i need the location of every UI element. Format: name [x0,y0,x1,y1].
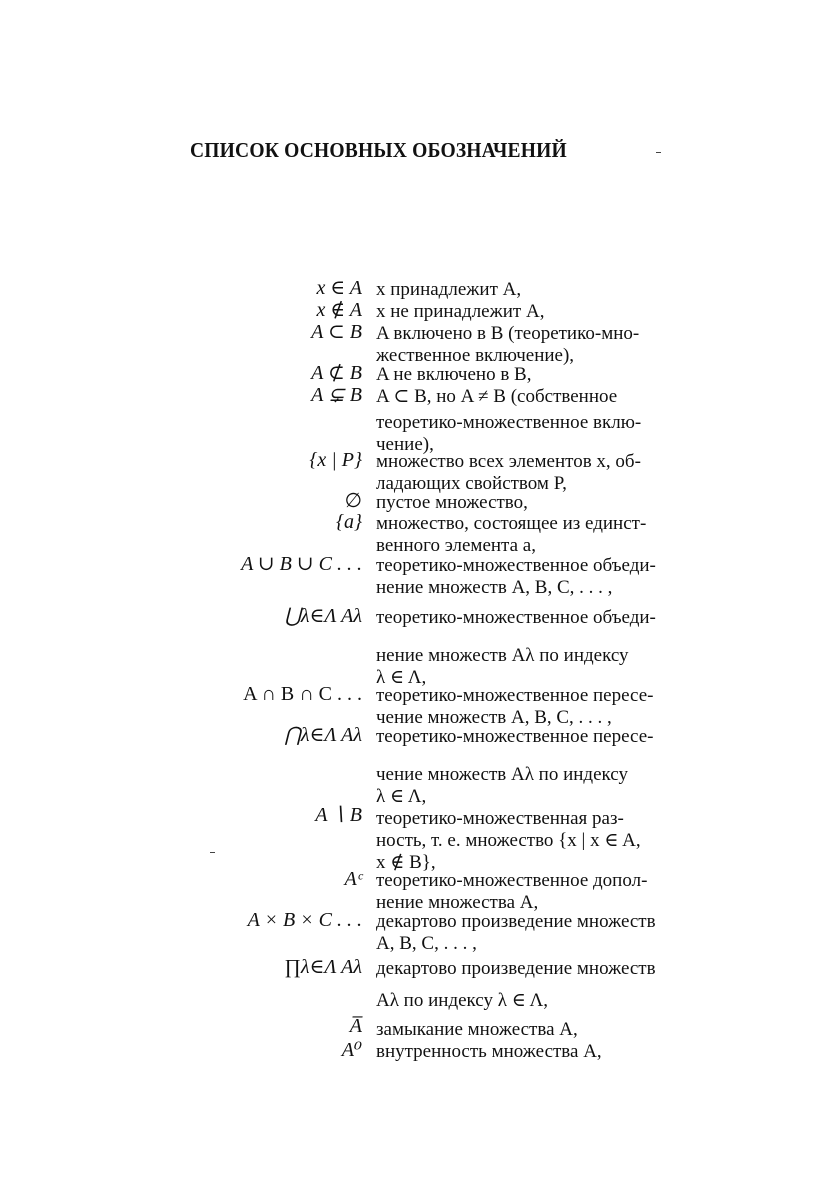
notation-description [376,386,696,456]
description-line: декартово произведение множеств [376,958,656,979]
notation-symbol: {a} [336,511,362,533]
description-line: ность, т. е. множество {x | x ∈ A, [376,830,641,851]
notation-description [376,451,696,495]
description-line: Aλ по индексу λ ∈ Λ, [376,990,548,1011]
notation-symbol: A × B × C . . . [247,909,362,931]
description-line: λ ∈ Λ, [376,786,427,807]
description-line: теоретико-множественное объеди- [376,555,656,576]
description-line: нение множеств Aλ по индексу [376,645,629,666]
description-line: теоретико-множественное пересе- [376,685,654,706]
description-line: ладающих свойством P, [376,473,567,494]
notation-symbol: A⁰ [341,1039,362,1061]
description-line: декартово произведение множеств [376,911,656,932]
notation-description [376,323,696,367]
notation-symbol: A ⊂ B [311,321,362,343]
description-line: A ⊂ B, но A ≠ B (собственное [376,386,618,407]
notation-description [376,911,696,955]
notation-symbol: x ∉ A [316,299,362,321]
description-line: A не включено в B, [376,364,532,385]
description-line: жественное включение), [376,345,575,366]
notation-description [376,364,696,386]
description-line: теоретико-множественное пересе- [376,726,654,747]
notation-symbol: ∏λ∈Λ Aλ [284,956,362,978]
description-line: x ∉ B}, [376,852,436,873]
scan-speck [656,152,661,153]
description-line: x принадлежит A, [376,279,522,300]
notation-symbol: ⋃λ∈Λ Aλ [284,605,362,627]
description-line: A включено в B (теоретико-мно- [376,323,640,344]
description-line: λ ∈ Λ, [376,667,427,688]
notation-description [376,301,696,323]
notation-description [376,607,696,689]
description-line: венного элемента a, [376,535,536,556]
page-title: СПИСОК ОСНОВНЫХ ОБОЗНАЧЕНИЙ [190,138,567,162]
notation-symbol: A ∩ B ∩ C . . . [243,683,362,705]
notation-symbol: A ∖ B [315,804,362,826]
notation-symbol: A ⊄ B [311,362,362,384]
notation-description [376,1041,696,1063]
description-line: замыкание множества A, [376,1019,578,1040]
notation-symbol: {x | P} [309,449,362,471]
description-line: чение множеств A, B, C, . . . , [376,707,612,728]
description-line: теоретико-множественное вклю- [376,412,642,433]
description-line: множество всех элементов x, об- [376,451,641,472]
notation-symbol: ∅ [344,490,362,512]
notation-description [376,726,696,808]
notation-description [376,685,696,729]
notation-symbol: x ∈ A [316,277,362,299]
description-line: внутренность множества A, [376,1041,602,1062]
description-line: теоретико-множественное объеди- [376,607,656,628]
description-line: пустое множество, [376,492,528,513]
notation-symbol: A̅ [349,1015,362,1037]
description-line: чение), [376,434,434,455]
notation-symbol: Aᶜ [344,868,362,890]
notation-description [376,555,696,599]
description-line: теоретико-множественная раз- [376,808,624,829]
description-line: нение множеств A, B, C, . . . , [376,577,613,598]
description-line: множество, состоящее из единст- [376,513,647,534]
description-line: A, B, C, . . . , [376,933,477,954]
notation-symbol: A ∪ B ∪ C . . . [241,553,362,575]
description-line: теоретико-множественное допол- [376,870,648,891]
notation-description [376,279,696,301]
notation-description [376,1019,696,1041]
notation-description [376,958,696,1012]
notation-description [376,870,696,914]
notation-description [376,808,696,874]
notation-symbol: A ⊊ B [311,384,362,406]
notation-symbol: ⋂λ∈Λ Aλ [284,724,362,746]
description-line: x не принадлежит A, [376,301,545,322]
notation-description [376,492,696,514]
notation-description [376,513,696,557]
description-line: чение множеств Aλ по индексу [376,764,628,785]
scan-speck [210,852,215,853]
description-line: нение множества A, [376,892,539,913]
